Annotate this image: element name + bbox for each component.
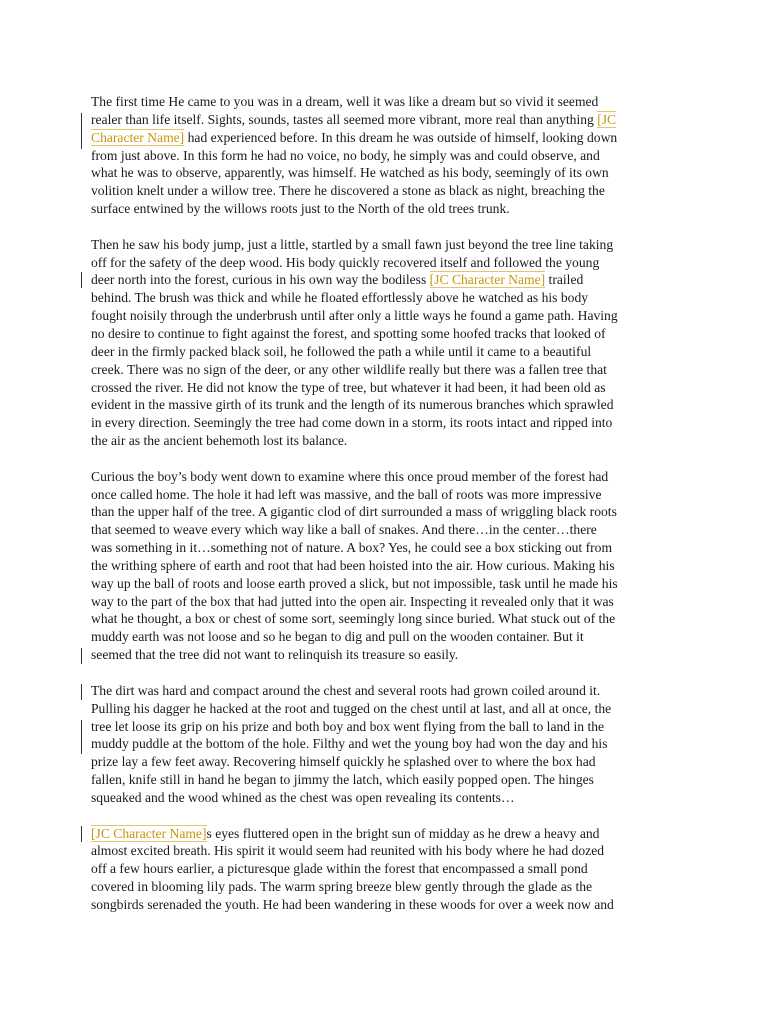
change-bar	[81, 272, 82, 288]
text-line: The first time He came to you was in a dream, well it was like a dream but so vivid it seemed	[91, 94, 599, 109]
text-line: way up the ball of roots and loose earth proved a slick, but not impossible, task until he made his	[91, 575, 618, 591]
text-run: deer north into the forest, curious in his own way the bodiless	[91, 272, 430, 288]
text-line: that seemed to weave every which way like a ball of snakes. And there…in the center…there	[91, 522, 597, 538]
text-line: almost excited breath. His spirit it would seem had reunited with his body where he had dozed	[91, 843, 605, 859]
text-line: tree let loose its grip on his prize and both boy and box went flying from the ball to land in the	[91, 718, 605, 734]
text-line: muddy puddle at the bottom of the hole. Filthy and wet the young boy had won the day and his	[91, 736, 608, 752]
character-name-placeholder: [JC Character Name]	[429, 272, 546, 288]
text-line: once called home. The hole it had left was massive, and the ball of roots was more impressive	[91, 486, 602, 502]
change-bar	[81, 720, 82, 754]
text-run: realer than life itself. Sights, sounds, tastes all seemed more vibrant, more real than anything	[91, 111, 598, 127]
text-line: creek. There was no sign of the deer, or any other wildlife really but there was a fallen tree that	[91, 361, 607, 377]
paragraph	[91, 825, 675, 914]
text-line: behind. The brush was thick and while he floated effortlessly above he watched as his body	[91, 290, 589, 306]
paragraph	[91, 236, 675, 450]
text-line: the writhing sphere of earth and root that had been hoisted into the air. How curious. Making his	[91, 557, 615, 573]
change-bar	[81, 826, 82, 842]
paragraph	[91, 468, 675, 664]
character-name-placeholder: [JC Character Name]	[91, 825, 207, 841]
text-line: was something in it…something not of nature. A box? Yes, he could see a box sticking out from	[91, 540, 613, 556]
text-line: Pulling his dagger he hacked at the root and tugged on the chest until at last, and all at once, the	[91, 700, 612, 716]
text-line: fallen, knife still in hand he began to jimmy the latch, which easily popped open. The hinges	[91, 772, 594, 788]
text-run: had experienced before. In this dream he was outside of himself, looking down	[184, 129, 618, 145]
text-line	[91, 271, 675, 289]
text-line: in every direction. Seemingly the tree had come down in a storm, its roots intact and ripped into	[91, 415, 613, 431]
text-line	[91, 129, 675, 147]
text-line: what he was to observe, apparently, was himself. He watched as his body, seemingly of its own	[91, 165, 609, 181]
text-line	[91, 111, 675, 129]
text-run: trailed	[545, 272, 584, 288]
text-line: than the upper half of the tree. A gigantic clod of dirt surrounded a mass of wriggling black roots	[91, 504, 617, 520]
text-line: fought noisily through the underbrush until after only a little ways he found a game path. Having	[91, 308, 618, 324]
text-line: evident in the massive girth of its trunk and the length of its numerous branches which sprawled	[91, 397, 614, 413]
text-line: surface entwined by the willows roots just to the North of the old trees trunk.	[91, 201, 510, 217]
change-bar	[81, 113, 82, 149]
text-line: the air as the ancient behemoth lost its balance.	[91, 433, 348, 449]
text-line: from just above. In this form he had no voice, no body, he simply was and could observe, and	[91, 147, 600, 163]
text-line: The dirt was hard and compact around the chest and several roots had grown coiled around it.	[91, 682, 601, 698]
text-line: volition knelt under a willow tree. There he discovered a stone as black as night, breaching the	[91, 183, 605, 199]
text-line: what he thought, a box or chest of some sort, seemingly long since buried. What stuck out of the	[91, 611, 616, 627]
text-line: Curious the boy’s body went down to examine where this once proud member of the forest had	[91, 468, 609, 484]
text-line: crossed the river. He did not know the type of tree, but whatever it had been, it had been old as	[91, 379, 606, 395]
paragraph	[91, 682, 675, 807]
text-line: covered in blooming lily pads. The warm spring breeze blew gently through the glade as the	[91, 879, 593, 895]
text-line: off a few hours earlier, a picturesque glade within the forest that encompassed a small pond	[91, 861, 588, 877]
text-line: prize lay a few feet away. Recovering himself quickly he splashed over to where the box had	[91, 754, 596, 770]
text-line: muddy earth was not loose and so he began to dig and pull on the wooden container. But it	[91, 629, 584, 645]
text-line: no desire to continue to fight against the forest, and spotting some hoofed tracks that looked of	[91, 325, 606, 341]
text-line: Then he saw his body jump, just a little, startled by a small fawn just beyond the tree line taking	[91, 236, 614, 252]
text-run: s eyes fluttered open in the bright sun of midday as he drew a heavy and	[206, 825, 600, 841]
text-line	[91, 825, 675, 843]
paragraph	[91, 93, 675, 218]
character-name-placeholder: Character Name]	[91, 129, 185, 145]
text-line: songbirds serenaded the youth. He had been wandering in these woods for over a week now and	[91, 896, 614, 912]
text-line: way to the part of the box that had jutted into the open air. Inspecting it revealed only that it was	[91, 593, 614, 609]
text-line: off for the safety of the deep wood. His body quickly recovered itself and followed the young	[91, 254, 600, 270]
change-bar	[81, 684, 82, 700]
text-line: seemed that the tree did not want to relinquish its treasure so easily.	[91, 647, 459, 663]
text-line: squeaked and the wood whined as the chest was open revealing its contents…	[91, 789, 515, 805]
text-line: deer in the firmly packed black soil, he followed the path a while until it came to a beautiful	[91, 343, 592, 359]
character-name-placeholder: [JC	[597, 111, 617, 127]
document-body[interactable]	[91, 93, 675, 932]
change-bar	[81, 648, 82, 664]
